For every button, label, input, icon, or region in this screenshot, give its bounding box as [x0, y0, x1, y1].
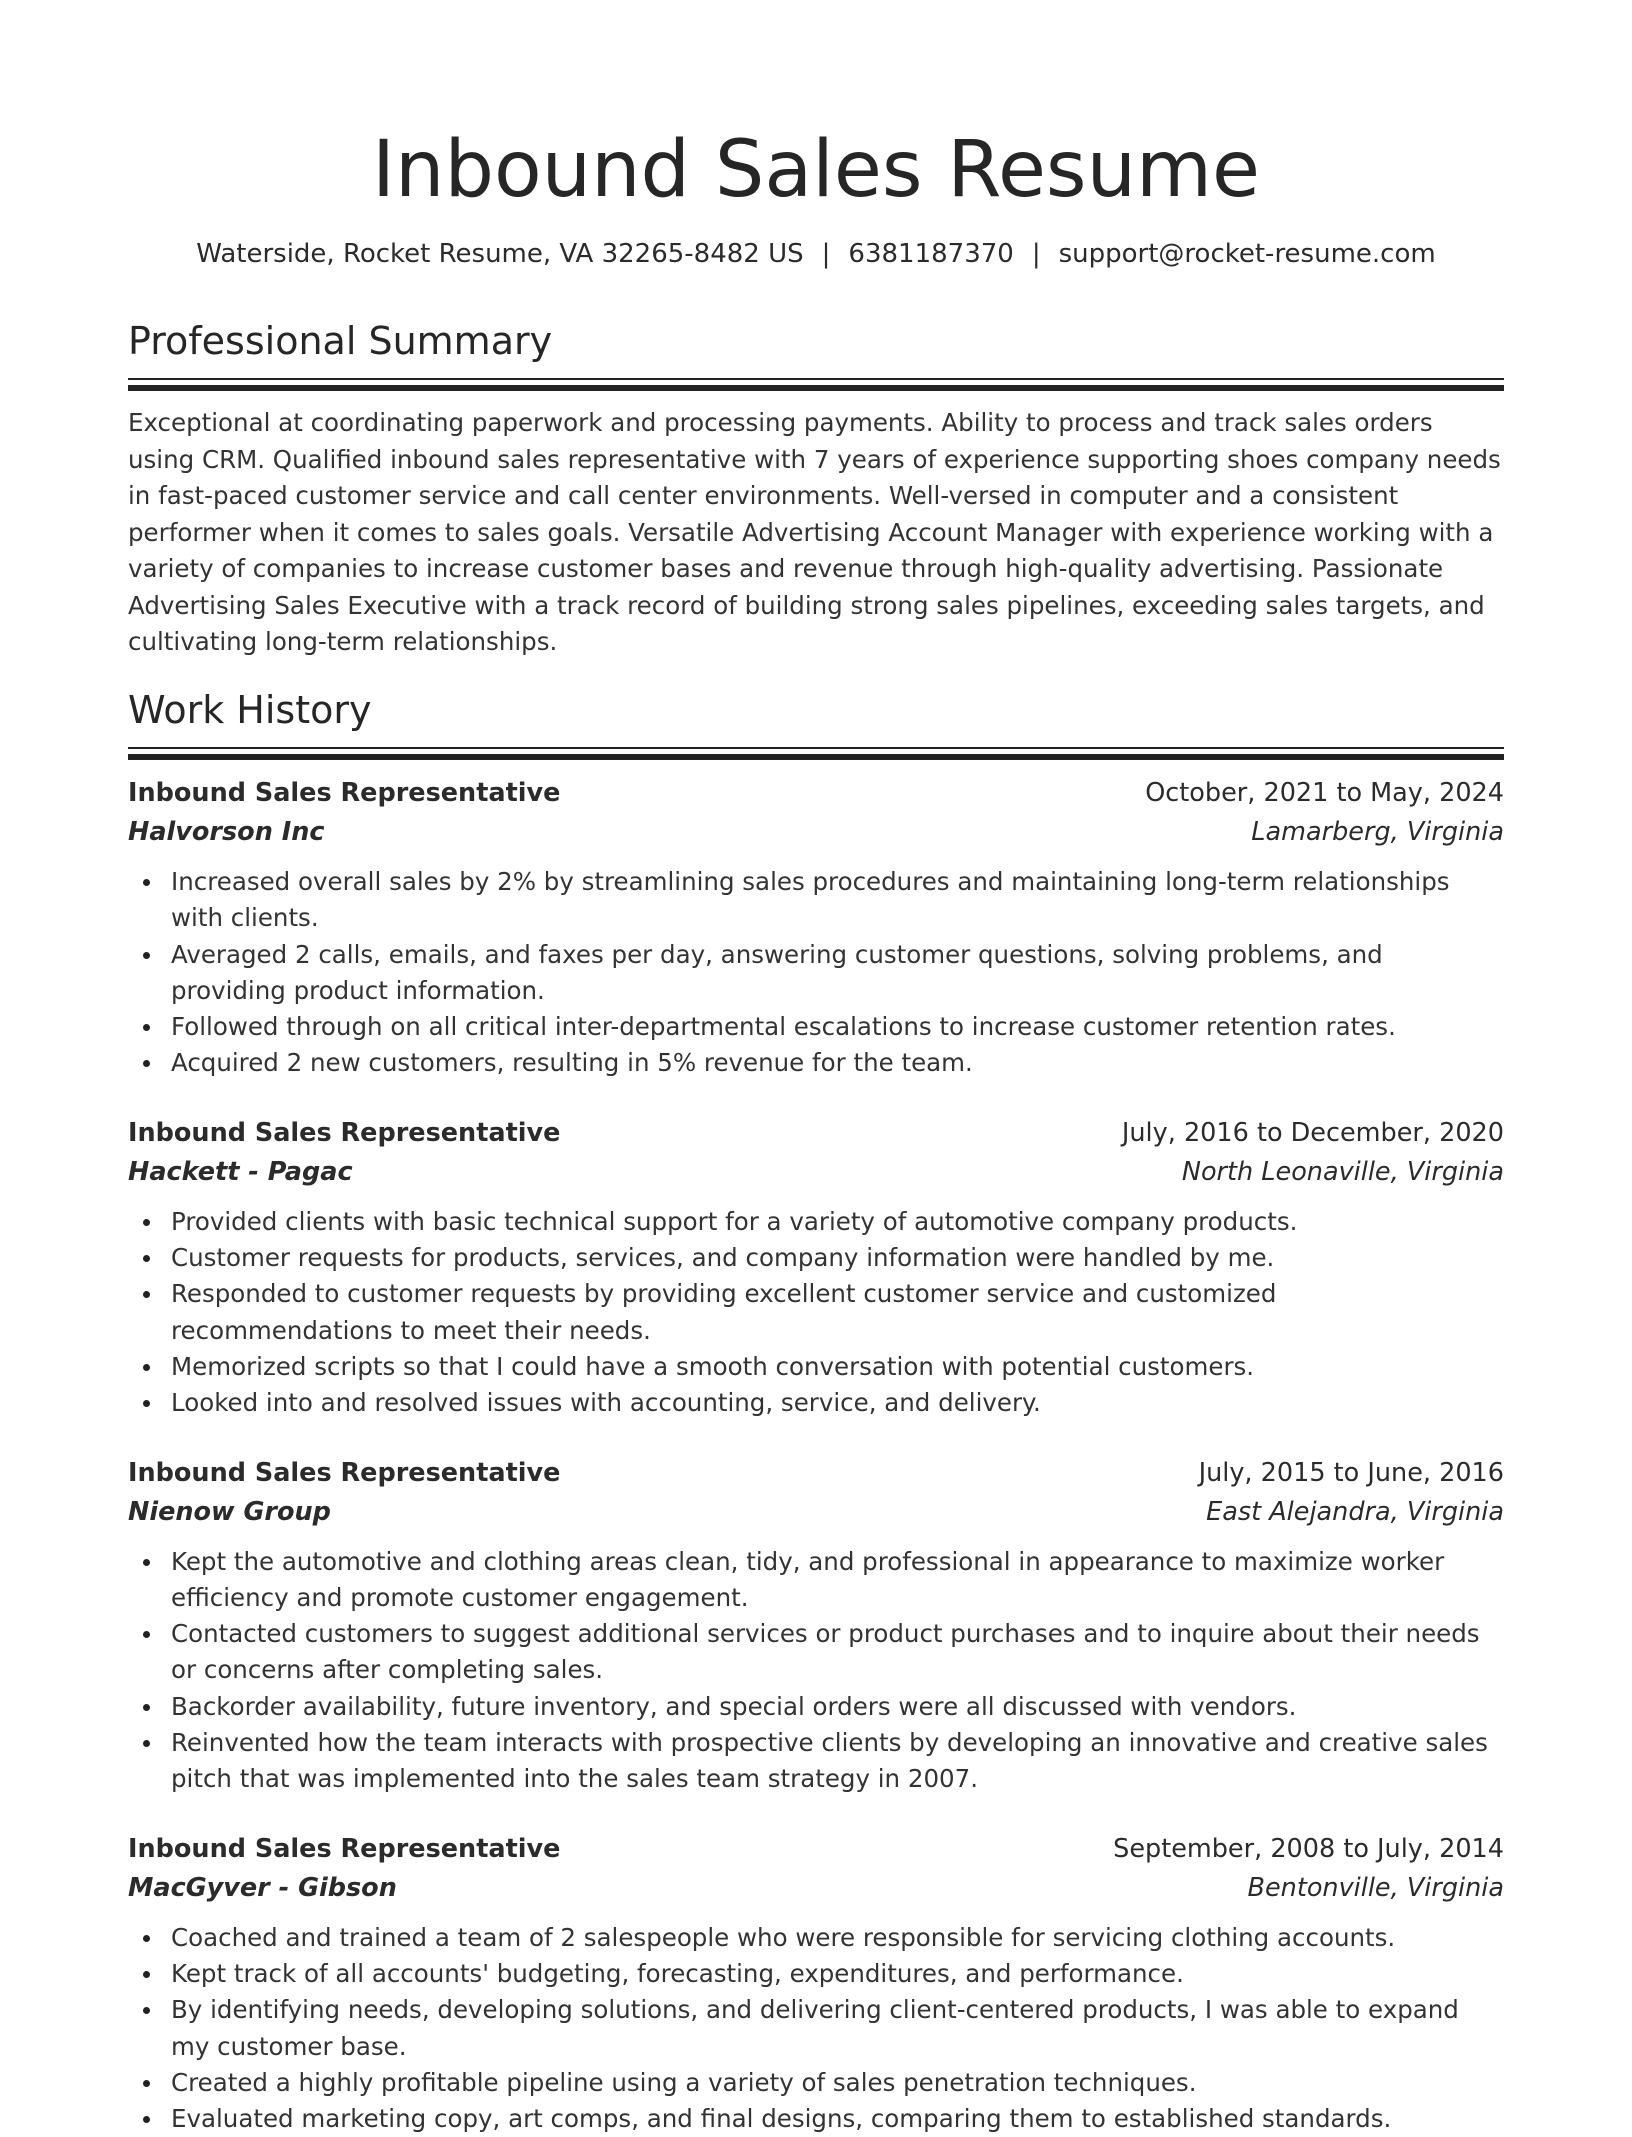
job-bullet: Acquired 2 new customers, resulting in 5% revenue for the team.	[171, 1045, 1504, 1081]
job-bullet-list	[128, 1204, 1504, 1422]
job-title: Inbound Sales Representative	[128, 778, 561, 808]
resume-page	[128, 0, 1504, 2137]
job-entry	[128, 774, 1504, 1082]
job-bullet: Kept the automotive and clothing areas clean, tidy, and professional in appearance to maximize worker efficiency and promote customer engagement.	[171, 1544, 1504, 1617]
job-entry	[128, 1454, 1504, 1798]
job-bullet: By identifying needs, developing solutions, and delivering client-centered products, I was able to expand my customer base.	[171, 1992, 1504, 2065]
contact-separator: |	[1031, 239, 1041, 269]
professional-summary-section	[128, 316, 1504, 661]
job-company: MacGyver - Gibson	[128, 1872, 397, 1903]
resume-name: Inbound Sales Resume	[372, 125, 1260, 215]
job-dates: October, 2021 to May, 2024	[1145, 778, 1504, 808]
work-history-section	[128, 685, 1504, 2137]
job-bullet: Provided clients with basic technical support for a variety of automotive company products.	[171, 1204, 1504, 1240]
job-bullet-list	[128, 1920, 1504, 2137]
job-company: Halvorson Inc	[128, 817, 325, 847]
job-bullet: Kept track of all accounts' budgeting, forecasting, expenditures, and performance.	[171, 1956, 1504, 1992]
contact-separator: |	[821, 239, 831, 269]
section-divider-thick	[128, 754, 1504, 760]
section-title-work-history: Work History	[128, 688, 372, 732]
contact-phone: 6381187370	[848, 239, 1014, 269]
job-bullet: Coached and trained a team of 2 salespeople who were responsible for servicing clothing accounts.	[171, 1920, 1504, 1956]
job-bullet: Increased overall sales by 2% by streamlining sales procedures and maintaining long-term relationships with clients.	[171, 864, 1504, 937]
job-bullet: Looked into and resolved issues with accounting, service, and delivery.	[171, 1385, 1504, 1421]
job-title: Inbound Sales Representative	[128, 1833, 561, 1864]
job-bullet: Customer requests for products, services, and company information were handled by me.	[171, 1240, 1504, 1276]
job-entry	[128, 1114, 1504, 1422]
job-bullet: Contacted customers to suggest additional services or product purchases and to inquire about their needs or concerns after completing sales.	[171, 1616, 1504, 1689]
section-divider-thin	[128, 378, 1504, 380]
job-location: East Alejandra, Virginia	[1206, 1496, 1504, 1527]
job-title: Inbound Sales Representative	[128, 1117, 561, 1148]
contact-address: Waterside, Rocket Resume, VA 32265-8482 US	[196, 239, 804, 269]
contact-line	[128, 236, 1504, 272]
job-bullet-list	[128, 1544, 1504, 1798]
job-company: Nienow Group	[128, 1496, 331, 1527]
job-bullet: Created a highly profitable pipeline using a variety of sales penetration techniques.	[171, 2065, 1504, 2101]
job-location: North Leonaville, Virginia	[1181, 1156, 1504, 1187]
job-location: Bentonville, Virginia	[1247, 1872, 1504, 1903]
job-bullet: Evaluated marketing copy, art comps, and final designs, comparing them to established standards.	[171, 2101, 1504, 2137]
summary-text: Exceptional at coordinating paperwork and processing payments. Ability to process and track sales orders using CRM. Qualified inbound sales representative with 7 years of experience supporting shoes company needs in fast-paced customer service and call center environments. Well-versed in computer and a consistent performer when it comes to sales goals. Versatile Advertising Account Manager with experience working with a variety of companies to increase customer bases and revenue through high-quality advertising. Passionate Advertising Sales Executive with a track record of building strong sales pipelines, exceeding sales targets, and cultivating long-term relationships.	[128, 408, 1501, 656]
job-entry	[128, 1830, 1504, 2137]
job-location: Lamarberg, Virginia	[1251, 817, 1504, 847]
job-bullet: Followed through on all critical inter-departmental escalations to increase customer retention rates.	[171, 1009, 1504, 1045]
job-company: Hackett - Pagac	[128, 1156, 353, 1187]
job-dates: July, 2016 to December, 2020	[1121, 1117, 1504, 1148]
job-bullet-list	[128, 864, 1504, 1082]
job-bullet: Memorized scripts so that I could have a smooth conversation with potential customers.	[171, 1349, 1504, 1385]
section-title-summary: Professional Summary	[128, 319, 553, 363]
contact-email: support@rocket-resume.com	[1058, 239, 1436, 269]
job-bullet: Responded to customer requests by providing excellent customer service and customized recommendations to meet their needs.	[171, 1276, 1504, 1349]
job-bullet: Backorder availability, future inventory, and special orders were all discussed with vendors.	[171, 1689, 1504, 1725]
job-title: Inbound Sales Representative	[128, 1457, 561, 1488]
section-divider-thin	[128, 747, 1504, 749]
job-bullet: Averaged 2 calls, emails, and faxes per day, answering customer questions, solving problems, and providing product information.	[171, 937, 1504, 1010]
job-dates: September, 2008 to July, 2014	[1113, 1833, 1504, 1864]
job-dates: July, 2015 to June, 2016	[1198, 1457, 1504, 1488]
section-divider-thick	[128, 385, 1504, 391]
job-bullet: Reinvented how the team interacts with prospective clients by developing an innovative and creative sales pitch that was implemented into the sales team strategy in 2007.	[171, 1725, 1504, 1798]
